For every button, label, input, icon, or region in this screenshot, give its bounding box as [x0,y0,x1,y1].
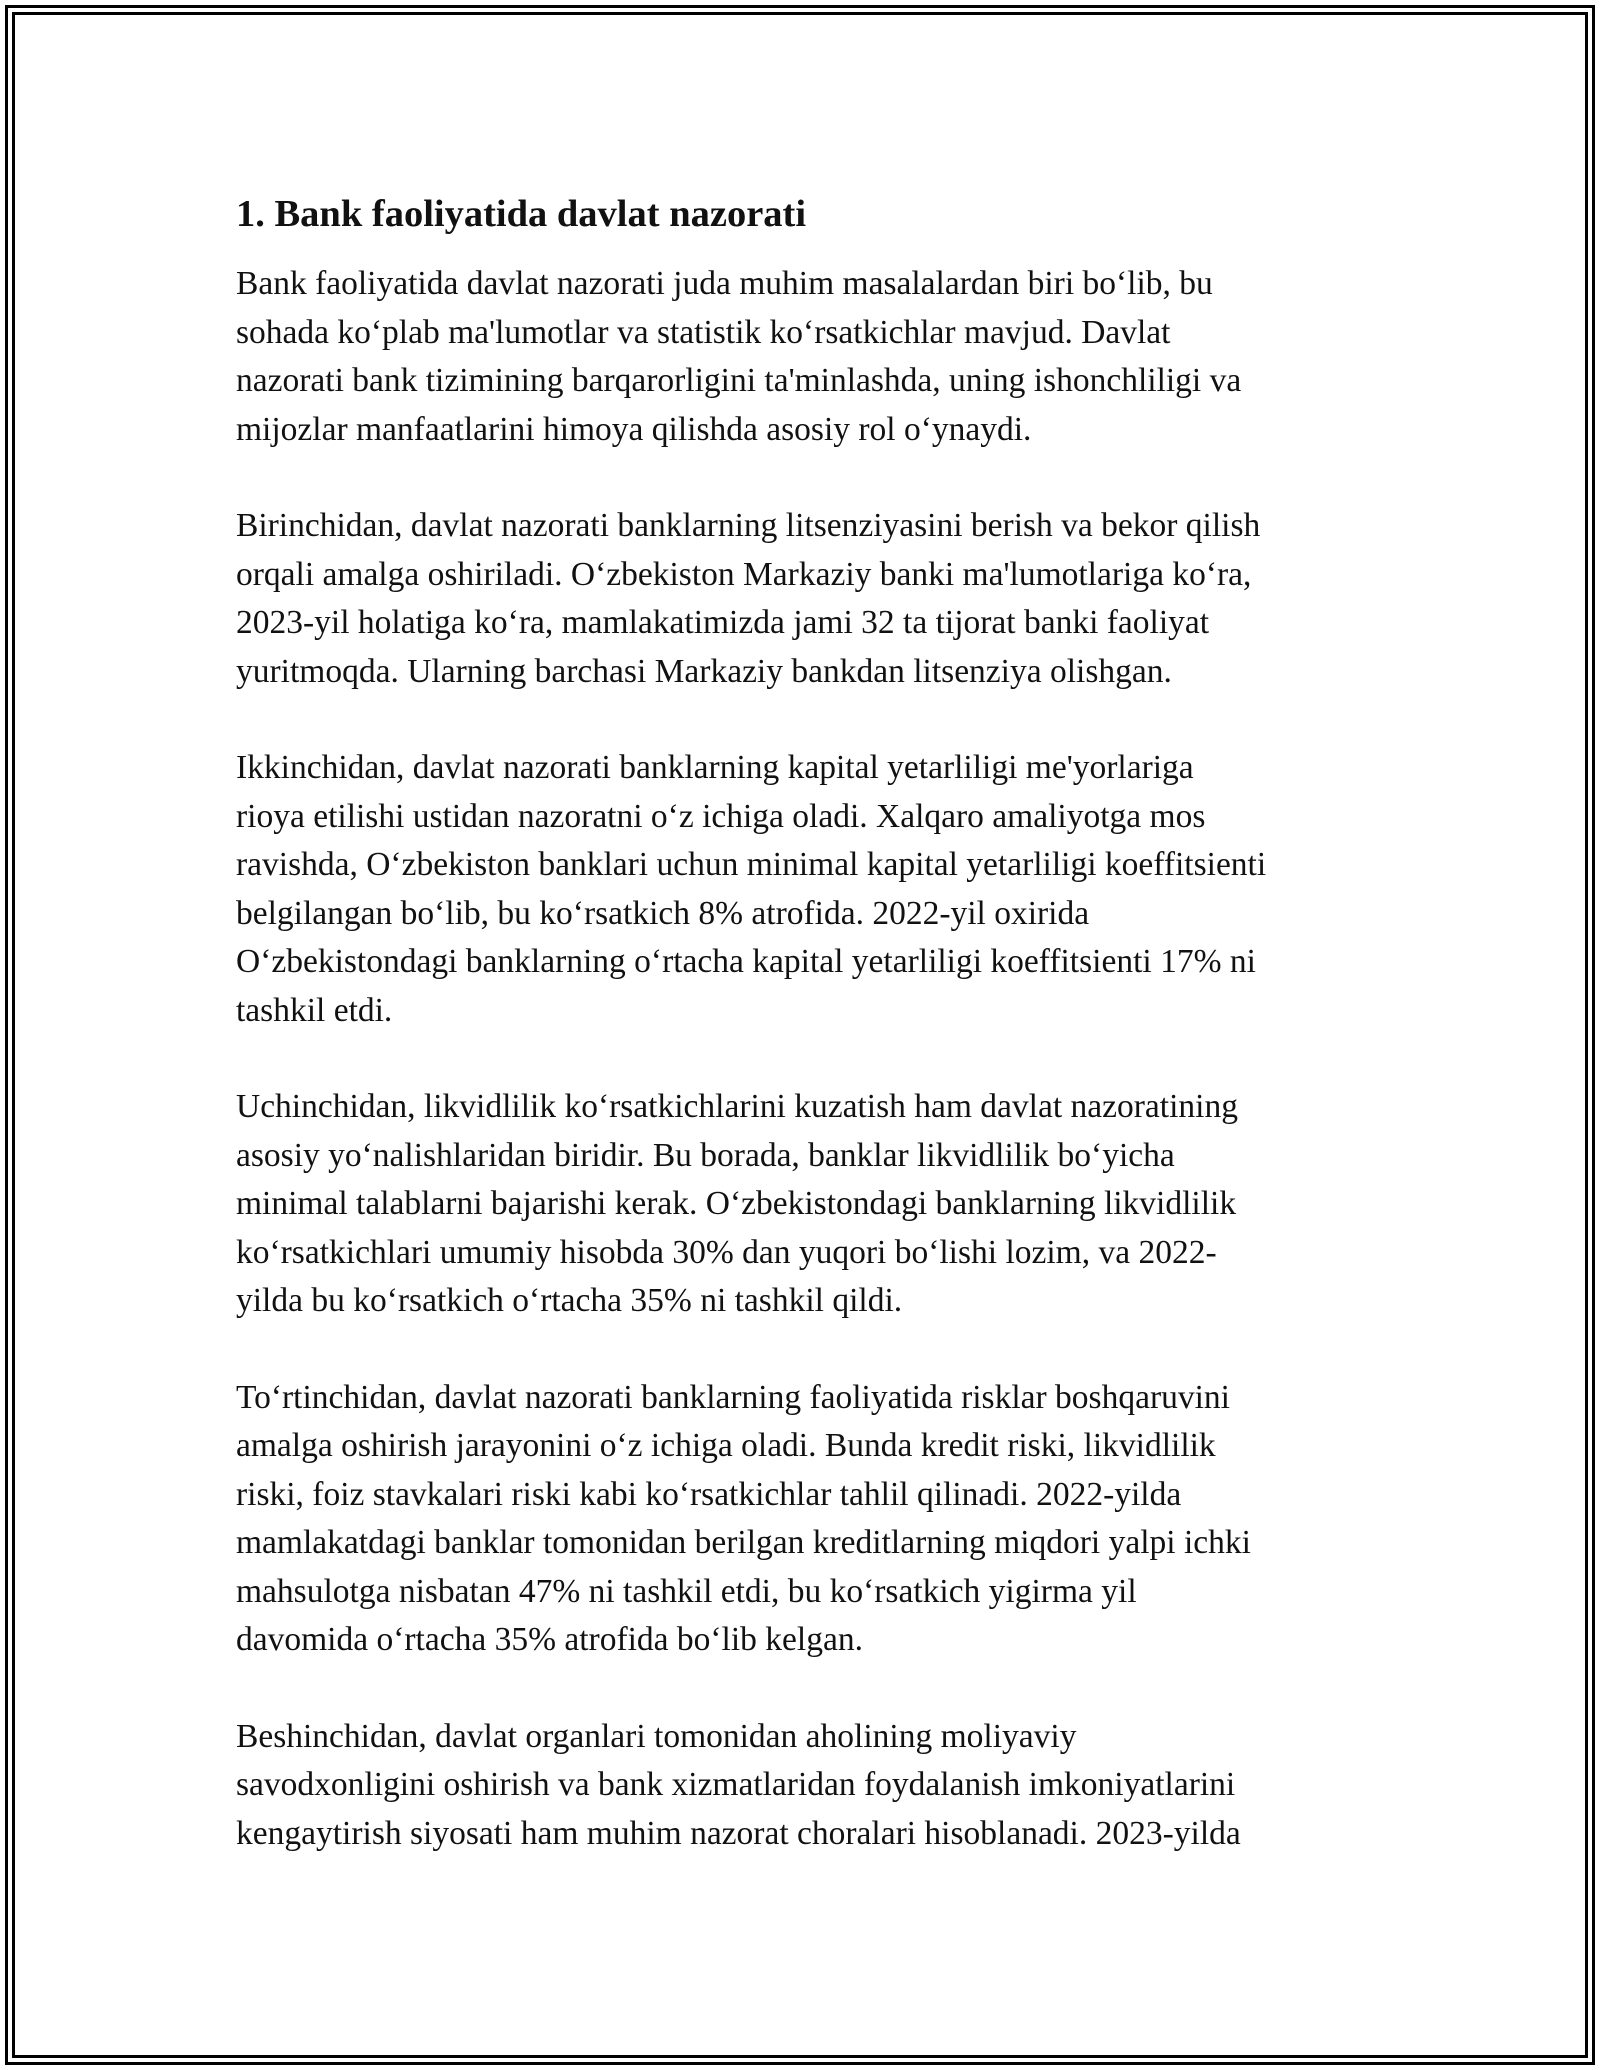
text-line: minimal talablarni bajarishi kerak. Oʻzbekistondagi banklarning likvidlilik [236,1185,1237,1222]
document-body [236,188,1376,1906]
text-line: riski, foiz stavkalari riski kabi koʻrsatkichlar tahlil qilinadi. 2022-yilda [236,1475,1182,1513]
text-line: orqali amalga oshiriladi. Oʻzbekiston Markaziy banki ma'lumotlariga koʻra, [236,555,1252,593]
text-line: belgilangan boʻlib, bu koʻrsatkich 8% atrofida. 2022-yil oxirida [236,894,1090,932]
text-line: davomida oʻrtacha 35% atrofida boʻlib kelgan. [236,1621,863,1658]
text-line: savodxonligini oshirish va bank xizmatlaridan foydalanish imkoniyatlarini [236,1766,1236,1803]
text-line: sohada koʻplab ma'lumotlar va statistik koʻrsatkichlar mavjud. Davlat [236,313,1171,351]
text-line: Birinchidan, davlat nazorati banklarning litsenziyasini berish va bekor qilish [236,507,1261,544]
text-line: asosiy yoʻnalishlaridan biridir. Bu borada, banklar likvidlilik boʻyicha [236,1136,1175,1174]
text-line: rioya etilishi ustidan nazoratni oʻz ichiga oladi. Xalqaro amaliyotga mos [236,797,1206,835]
paragraph-2 [236,502,1376,696]
text-line: yuritmoqda. Ularning barchasi Markaziy bankdan litsenziya olishgan. [236,652,1172,690]
text-line: amalga oshirish jarayonini oʻz ichiga oladi. Bunda kredit riski, likvidlilik [236,1427,1216,1464]
text-line: Beshinchidan, davlat organlari tomonidan aholining moliyaviy [236,1717,1077,1755]
section-heading: 1. Bank faoliyatida davlat nazorati [236,193,807,235]
paragraph-5 [236,1374,1376,1665]
text-line: mahsulotga nisbatan 47% ni tashkil etdi, bu koʻrsatkich yigirma yil [236,1572,1137,1610]
text-line: kengaytirish siyosati ham muhim nazorat choralari hisoblanadi. 2023-yilda [236,1814,1241,1852]
paragraph-1 [236,260,1376,454]
text-line: koʻrsatkichlari umumiy hisobda 30% dan yuqori boʻlishi lozim, va 2022- [236,1233,1217,1271]
text-line: tashkil etdi. [236,991,393,1029]
text-line: Toʻrtinchidan, davlat nazorati banklarning faoliyatida risklar boshqaruvini [236,1378,1230,1416]
text-line: mijozlar manfaatlarini himoya qilishda asosiy rol oʻynaydi. [236,410,1032,448]
text-line: Uchinchidan, likvidlilik koʻrsatkichlarini kuzatish ham davlat nazoratining [236,1088,1238,1125]
text-line: Ikkinchidan, davlat nazorati banklarning kapital yetarliligi me'yorlariga [236,749,1194,786]
text-line: ravishda, Oʻzbekiston banklari uchun minimal kapital yetarliligi koeffitsienti [236,846,1267,883]
text-line: nazorati bank tizimining barqarorligini ta'minlashda, uning ishonchliligi va [236,362,1242,399]
text-line: 2023-yil holatiga koʻra, mamlakatimizda jami 32 ta tijorat banki faoliyat [236,604,1210,641]
paragraph-4 [236,1083,1376,1326]
text-line: mamlakatdagi banklar tomonidan berilgan kreditlarning miqdori yalpi ichki [236,1524,1251,1561]
paragraph-3 [236,744,1376,1035]
text-line: yilda bu koʻrsatkich oʻrtacha 35% ni tashkil qildi. [236,1282,903,1319]
text-line: Bank faoliyatida davlat nazorati juda muhim masalalardan biri boʻlib, bu [236,265,1213,302]
paragraph-6 [236,1713,1376,1859]
paragraphs [236,260,1376,1858]
text-line: Oʻzbekistondagi banklarning oʻrtacha kapital yetarliligi koeffitsienti 17% ni [236,943,1256,980]
